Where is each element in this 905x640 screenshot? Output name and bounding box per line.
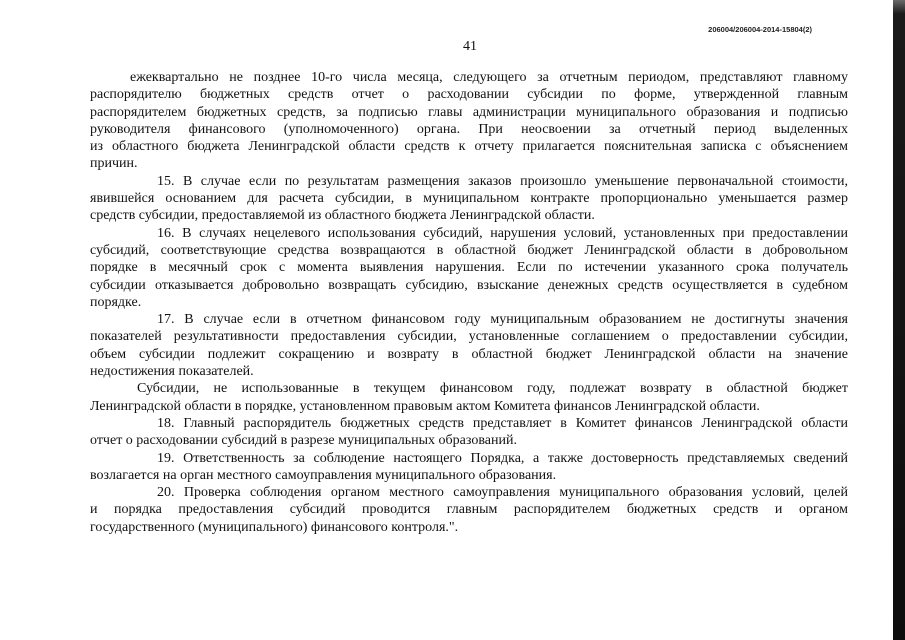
text-line: субсидий, соответствующие средства возвращаются в областной бюджет Ленинградской области в добровольном <box>90 242 848 258</box>
text-line: отчет о расходовании субсидий в разрезе муниципальных образований. <box>90 433 517 449</box>
text-line: ежеквартально не позднее 10-го числа месяца, следующего за отчетным периодом, представляют главному <box>130 70 848 85</box>
text-line: Субсидии, не использованные в текущем финансовом году, подлежат возврату в областной бюджет <box>137 381 848 397</box>
page-number: 41 <box>463 39 477 54</box>
paragraph-19 <box>90 450 848 485</box>
text-line: недостижения показателей. <box>90 364 254 380</box>
text-line: 20. Проверка соблюдения органом местного самоуправления муниципального образования условий, целей <box>157 485 848 501</box>
text-line: явившейся основанием для расчета субсидии, в муниципальном контракте пропорционально уменьшается размер <box>90 191 848 207</box>
text-line: порядке в месячный срок с момента выявления нарушения. Если по истечении указанного срока получатель <box>90 260 848 276</box>
text-line: Ленинградской области в порядке, установленном правовым актом Комитета финансов Ленинградской области. <box>90 398 760 414</box>
text-line: и порядка предоставления субсидий проводится главным распорядителем бюджетных средств и органом <box>90 502 848 518</box>
paragraph-unused-subsidies <box>90 380 848 415</box>
paragraph-continuation <box>90 69 848 173</box>
text-line: государственного (муниципального) финансового контроля.". <box>90 519 459 535</box>
text-line: 19. Ответственность за соблюдение настоящего Порядка, а также достоверность представляемых сведений <box>157 450 848 466</box>
text-line: из областного бюджета Ленинградской области средств к отчету прилагается пояснительная записка с объяснением <box>90 139 848 155</box>
paragraph-15 <box>90 173 848 225</box>
paragraph-17 <box>90 311 848 380</box>
text-line: руководителя финансового (уполномоченного) органа. При неосвоении за отчетный период выделенных <box>90 121 848 137</box>
text-line: распорядителем бюджетных средств, за подписью главы администрации муниципального образования и подписью <box>90 104 848 120</box>
text-line: 18. Главный распорядитель бюджетных средств представляет в Комитет финансов Ленинградской области <box>157 415 848 431</box>
scan-edge-shadow <box>893 0 905 640</box>
document-registration-code: 206004/206004-2014-15804(2) <box>708 25 812 34</box>
text-line: возлагается на орган местного самоуправления муниципального образования. <box>90 467 557 483</box>
text-line: показателей результативности предоставления субсидии, установленные соглашением о предоставлении субсидии, <box>90 329 848 345</box>
text-line: распорядителю бюджетных средств отчет о расходовании субсидии по форме, утвержденной главным <box>90 87 848 103</box>
text-line: причин. <box>90 156 138 172</box>
text-line: объем субсидии подлежит сокращению и возврату в областной бюджет Ленинградской области на значение <box>90 346 848 362</box>
text-line: субсидии отказывается добровольно возвращать субсидию, взыскание денежных средств осуществляется в судебном <box>90 277 848 293</box>
text-line: порядке. <box>90 294 142 310</box>
document-body <box>90 69 848 536</box>
paragraph-16 <box>90 225 848 311</box>
text-line: 17. В случае если в отчетном финансовом году муниципальным образованием не достигнуты значения <box>157 312 848 328</box>
text-line: средств субсидии, предоставляемой из областного бюджета Ленинградской области. <box>90 208 595 224</box>
paragraph-20 <box>90 484 848 536</box>
paragraph-18 <box>90 415 848 450</box>
text-line: 15. В случае если по результатам размещения заказов произошло уменьшение первоначальной стоимости, <box>157 173 848 189</box>
text-line: 16. В случаях нецелевого использования субсидий, нарушения условий, установленных при предоставлении <box>157 225 848 241</box>
